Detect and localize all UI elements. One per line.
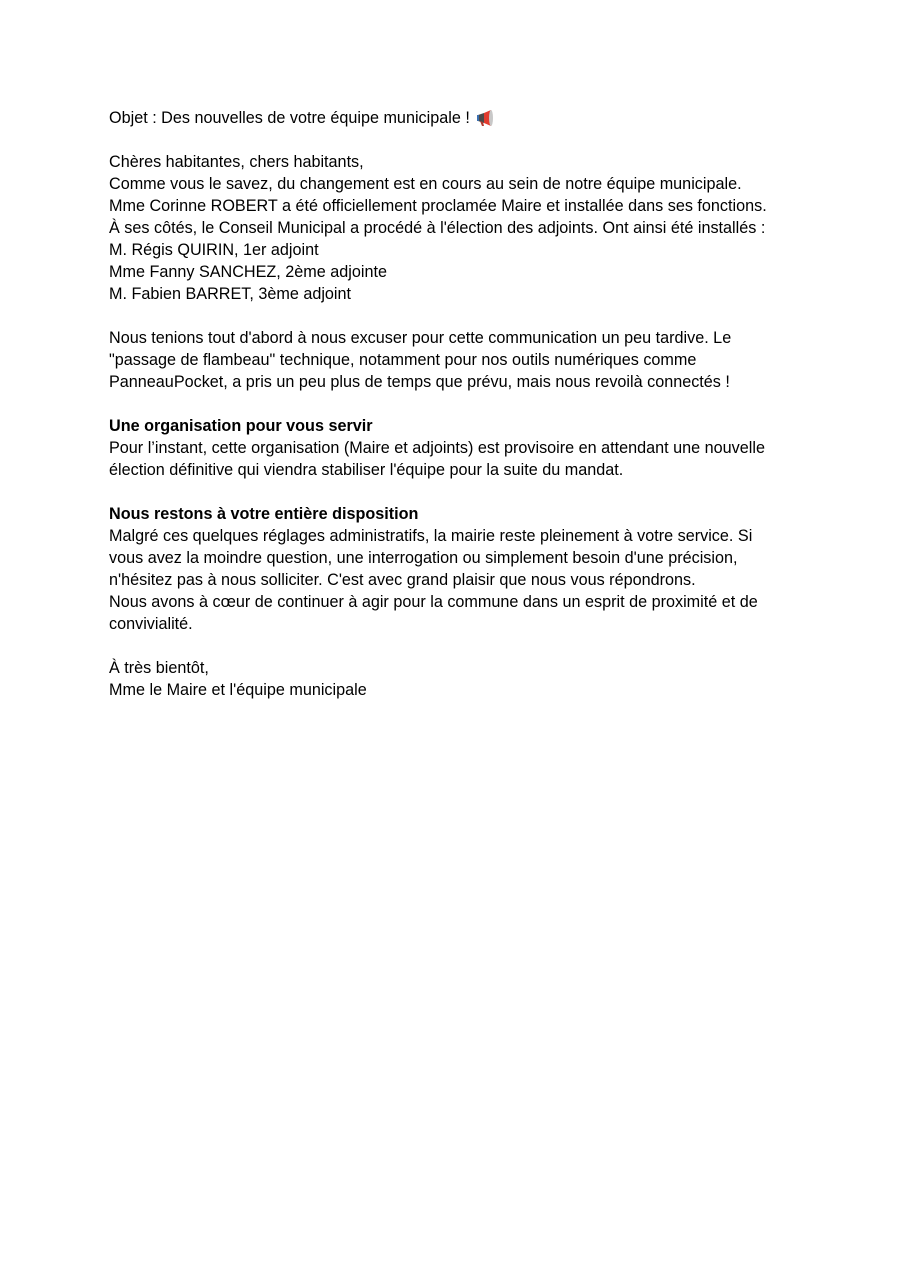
section-line: Pour l’instant, cette organisation (Maire et adjoints) est provisoire en attendant une nouvelle [109,439,765,457]
adjoint-line: M. Régis QUIRIN, 1er adjoint [109,241,319,259]
intro-line: Chères habitantes, chers habitants, [109,153,364,171]
spacer [109,481,809,503]
section-line: élection définitive qui viendra stabiliser l'équipe pour la suite du mandat. [109,461,624,479]
spacer [109,393,809,415]
intro-line: Comme vous le savez, du changement est en cours au sein de notre équipe municipale. [109,175,742,193]
spacer [109,635,809,657]
apology-line: PanneauPocket, a pris un peu plus de temps que prévu, mais nous revoilà connectés ! [109,373,730,391]
section-line: vous avez la moindre question, une interrogation ou simplement besoin d'une précision, [109,549,738,567]
adjoint-line: Mme Fanny SANCHEZ, 2ème adjointe [109,263,387,281]
section-line: convivialité. [109,615,193,633]
letter-page [109,107,809,701]
closing-line: À très bientôt, [109,659,209,677]
subject-text: Objet : Des nouvelles de votre équipe municipale ! [109,109,470,127]
letter-subject [109,107,809,129]
closing-block [109,657,809,701]
section-disposition [109,503,809,635]
apology-line: "passage de flambeau" technique, notamment pour nos outils numériques comme [109,351,697,369]
megaphone-icon [475,109,495,127]
section-organisation [109,415,809,481]
intro-block [109,151,809,305]
spacer [109,129,809,151]
section-line: Nous avons à cœur de continuer à agir pour la commune dans un esprit de proximité et de [109,593,758,611]
spacer [109,305,809,327]
intro-line: Mme Corinne ROBERT a été officiellement proclamée Maire et installée dans ses fonctions. [109,197,767,215]
signature-line: Mme le Maire et l'équipe municipale [109,681,367,699]
adjoint-line: M. Fabien BARRET, 3ème adjoint [109,285,352,303]
section-line: Malgré ces quelques réglages administratifs, la mairie reste pleinement à votre service. Si [109,527,753,545]
section-heading: Une organisation pour vous servir [109,417,373,435]
apology-line: Nous tenions tout d'abord à nous excuser pour cette communication un peu tardive. Le [109,329,732,347]
intro-line: À ses côtés, le Conseil Municipal a procédé à l'élection des adjoints. Ont ainsi été installés : [109,219,766,237]
section-line: n'hésitez pas à nous solliciter. C'est avec grand plaisir que nous vous répondrons. [109,571,696,589]
apology-paragraph [109,327,809,393]
section-heading: Nous restons à votre entière disposition [109,505,419,523]
